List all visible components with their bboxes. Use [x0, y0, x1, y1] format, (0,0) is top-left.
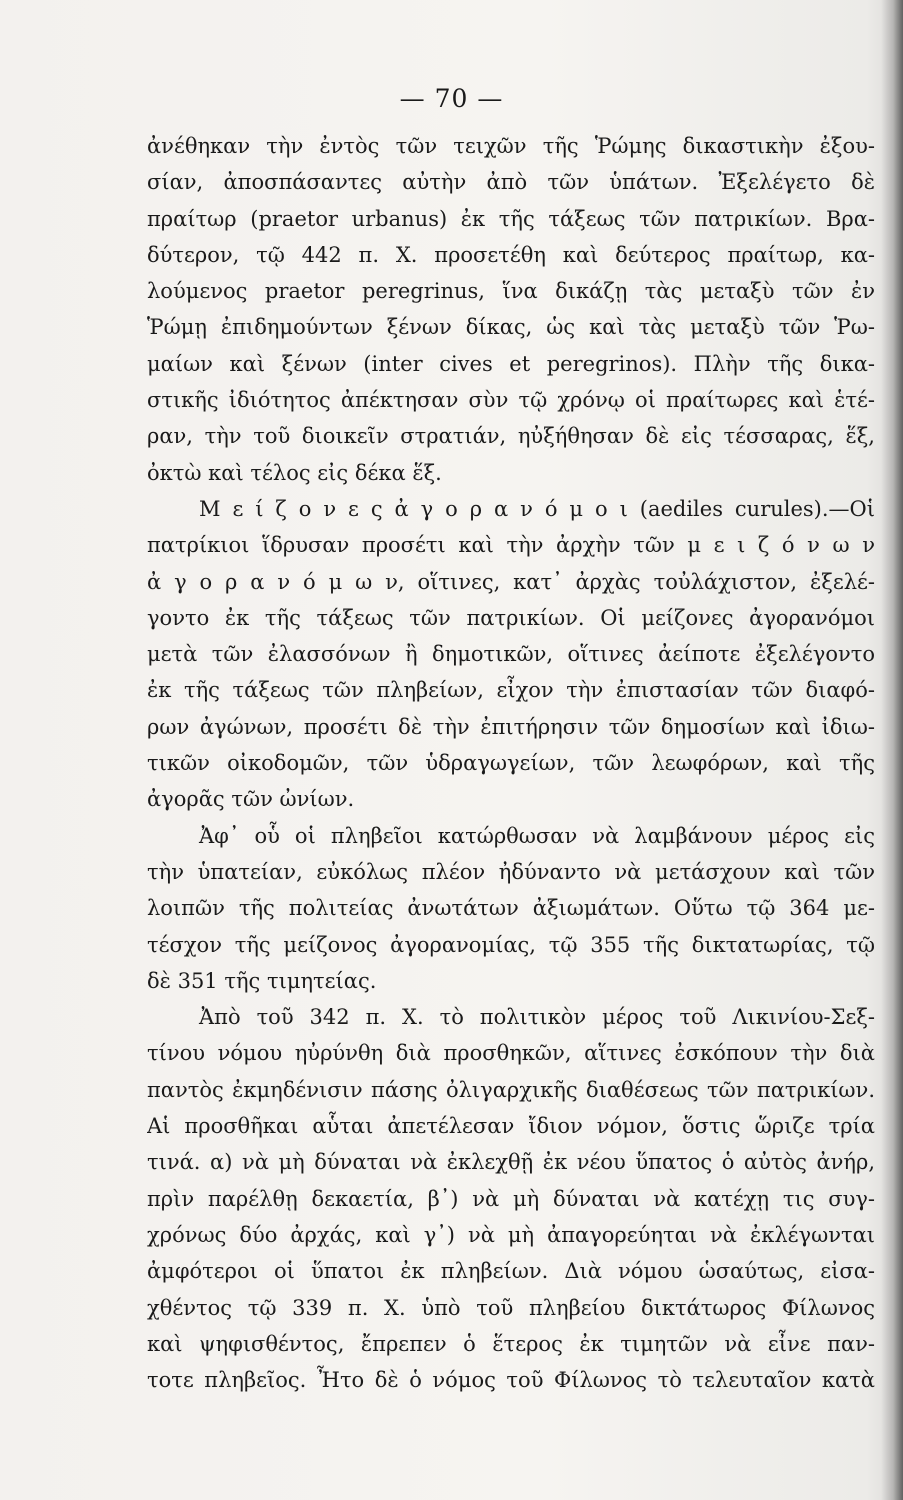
text-line: στικῆς ἰδιότητος ἀπέκτησαν σὺν τῷ χρόνῳ οἱ πραίτωρες καὶ ἑτέ- [147, 388, 875, 413]
text-line: δὲ 351 τῆς τιμητείας. [147, 968, 377, 993]
text-line: τινά. α) νὰ μὴ δύναται νὰ ἐκλεχθῇ ἐκ νέου ὕπατος ὁ αὐτὸς ἀνήρ, [147, 1150, 875, 1175]
text-line: λοιπῶν τῆς πολιτείας ἀνωτάτων ἀξιωμάτων. Οὕτω τῷ 364 με- [147, 896, 875, 921]
text-line: τὴν ὑπατείαν, εὐκόλως πλέον ἠδύναντο νὰ μετάσχουν καὶ τῶν [147, 859, 875, 884]
text-line: πραίτωρ (praetor urbanus) ἐκ τῆς τάξεως τῶν πατρικίων. Βρα- [147, 206, 875, 231]
text-line: σίαν, ἀποσπάσαντες αὐτὴν ἀπὸ τῶν ὑπάτων. Ἐξελέγετο δὲ [147, 170, 875, 195]
text-line: Ῥώμῃ ἐπιδημούντων ξένων δίκας, ὡς καὶ τὰς μεταξὺ τῶν Ῥω- [147, 315, 875, 340]
text-line: δύτερον, τῷ 442 π. Χ. προσετέθη καὶ δεύτερος πραίτωρ, κα- [147, 242, 875, 267]
text-line: Μ ε ί ζ ο ν ε ς ἀ γ ο ρ α ν ό μ ο ι (aediles curules).—Οἱ [199, 496, 875, 521]
text-line: ἀμφότεροι οἱ ὕπατοι ἐκ πληβείων. Διὰ νόμου ὡσαύτως, εἰσα- [147, 1259, 875, 1284]
text-line: καὶ ψηφισθέντος, ἔπρεπεν ὁ ἕτερος ἐκ τιμητῶν νὰ εἶνε παν- [147, 1331, 875, 1356]
text-line: λούμενος praetor peregrinus, ἵνα δικάζῃ τὰς μεταξὺ τῶν ἐν [147, 279, 875, 304]
text-line: Ἀπὸ τοῦ 342 π. Χ. τὸ πολιτικὸν μέρος τοῦ Λικινίου-Σεξ- [199, 1005, 875, 1030]
page-number: — 70 — [399, 84, 504, 113]
page-edge-shadow [881, 0, 903, 1500]
text-line: ραν, τὴν τοῦ διοικεῖν στρατιάν, ηὐξήθησαν δὲ εἰς τέσσαρας, ἕξ, [147, 424, 875, 449]
text-line: ρων ἀγώνων, προσέτι δὲ τὴν ἐπιτήρησιν τῶν δημοσίων καὶ ἰδιω- [147, 714, 875, 739]
text-line: τέσχον τῆς μείζονος ἀγορανομίας, τῷ 355 τῆς δικτατωρίας, τῷ [147, 932, 875, 957]
text-line: μαίων καὶ ξένων (inter cives et peregrinos). Πλὴν τῆς δικα- [147, 351, 875, 376]
text-line: χρόνως δύο ἀρχάς, καὶ γ᾽) νὰ μὴ ἀπαγορεύηται νὰ ἐκλέγωνται [147, 1222, 875, 1247]
text-line: ἐκ τῆς τάξεως τῶν πληβείων, εἶχον τὴν ἐπιστασίαν τῶν διαφό- [147, 678, 875, 703]
text-line: πρὶν παρέλθῃ δεκαετία, β᾽) νὰ μὴ δύναται νὰ κατέχῃ τις συγ- [147, 1186, 875, 1211]
text-line: Ἀφ᾽ οὗ οἱ πληβεῖοι κατώρθωσαν νὰ λαμβάνουν μέρος εἰς [199, 823, 875, 848]
body-text [147, 128, 875, 1398]
text-line: πατρίκιοι ἵδρυσαν προσέτι καὶ τὴν ἀρχὴν τῶν μ ε ι ζ ό ν ω ν [147, 533, 875, 558]
text-line: ἀγορᾶς τῶν ὠνίων. [147, 787, 355, 812]
text-line: μετὰ τῶν ἐλασσόνων ἢ δημοτικῶν, οἵτινες ἀείποτε ἐξελέγοντο [147, 642, 875, 667]
text-line: γοντο ἐκ τῆς τάξεως τῶν πατρικίων. Οἱ μείζονες ἀγορανόμοι [147, 605, 875, 630]
text-line: τικῶν οἰκοδομῶν, τῶν ὑδραγωγείων, τῶν λεωφόρων, καὶ τῆς [147, 751, 875, 776]
text-line: τίνου νόμου ηὐρύνθη διὰ προσθηκῶν, αἵτινες ἐσκόπουν τὴν διὰ [147, 1041, 875, 1066]
text-line: ὀκτὼ καὶ τέλος εἰς δέκα ἕξ. [147, 460, 442, 485]
text-line: ἀνέθηκαν τὴν ἐντὸς τῶν τειχῶν τῆς Ῥώμης δικαστικὴν ἐξου- [147, 134, 875, 158]
text-line: Αἱ προσθῆκαι αὗται ἀπετέλεσαν ἴδιον νόμον, ὅστις ὥριζε τρία [147, 1114, 875, 1139]
text-line: παντὸς ἐκμηδένισιν πάσης ὀλιγαρχικῆς διαθέσεως τῶν πατρικίων. [147, 1077, 875, 1102]
text-line: ἀ γ ο ρ α ν ό μ ω ν, οἵτινες, κατ᾽ ἀρχὰς τοὐλάχιστον, ἐξελέ- [147, 569, 875, 594]
text-line: τοτε πληβεῖος. Ἦτο δὲ ὁ νόμος τοῦ Φίλωνος τὸ τελευταῖον κατὰ [147, 1368, 875, 1393]
text-line: χθέντος τῷ 339 π. Χ. ὑπὸ τοῦ πληβείου δικτάτωρος Φίλωνος [147, 1295, 875, 1320]
